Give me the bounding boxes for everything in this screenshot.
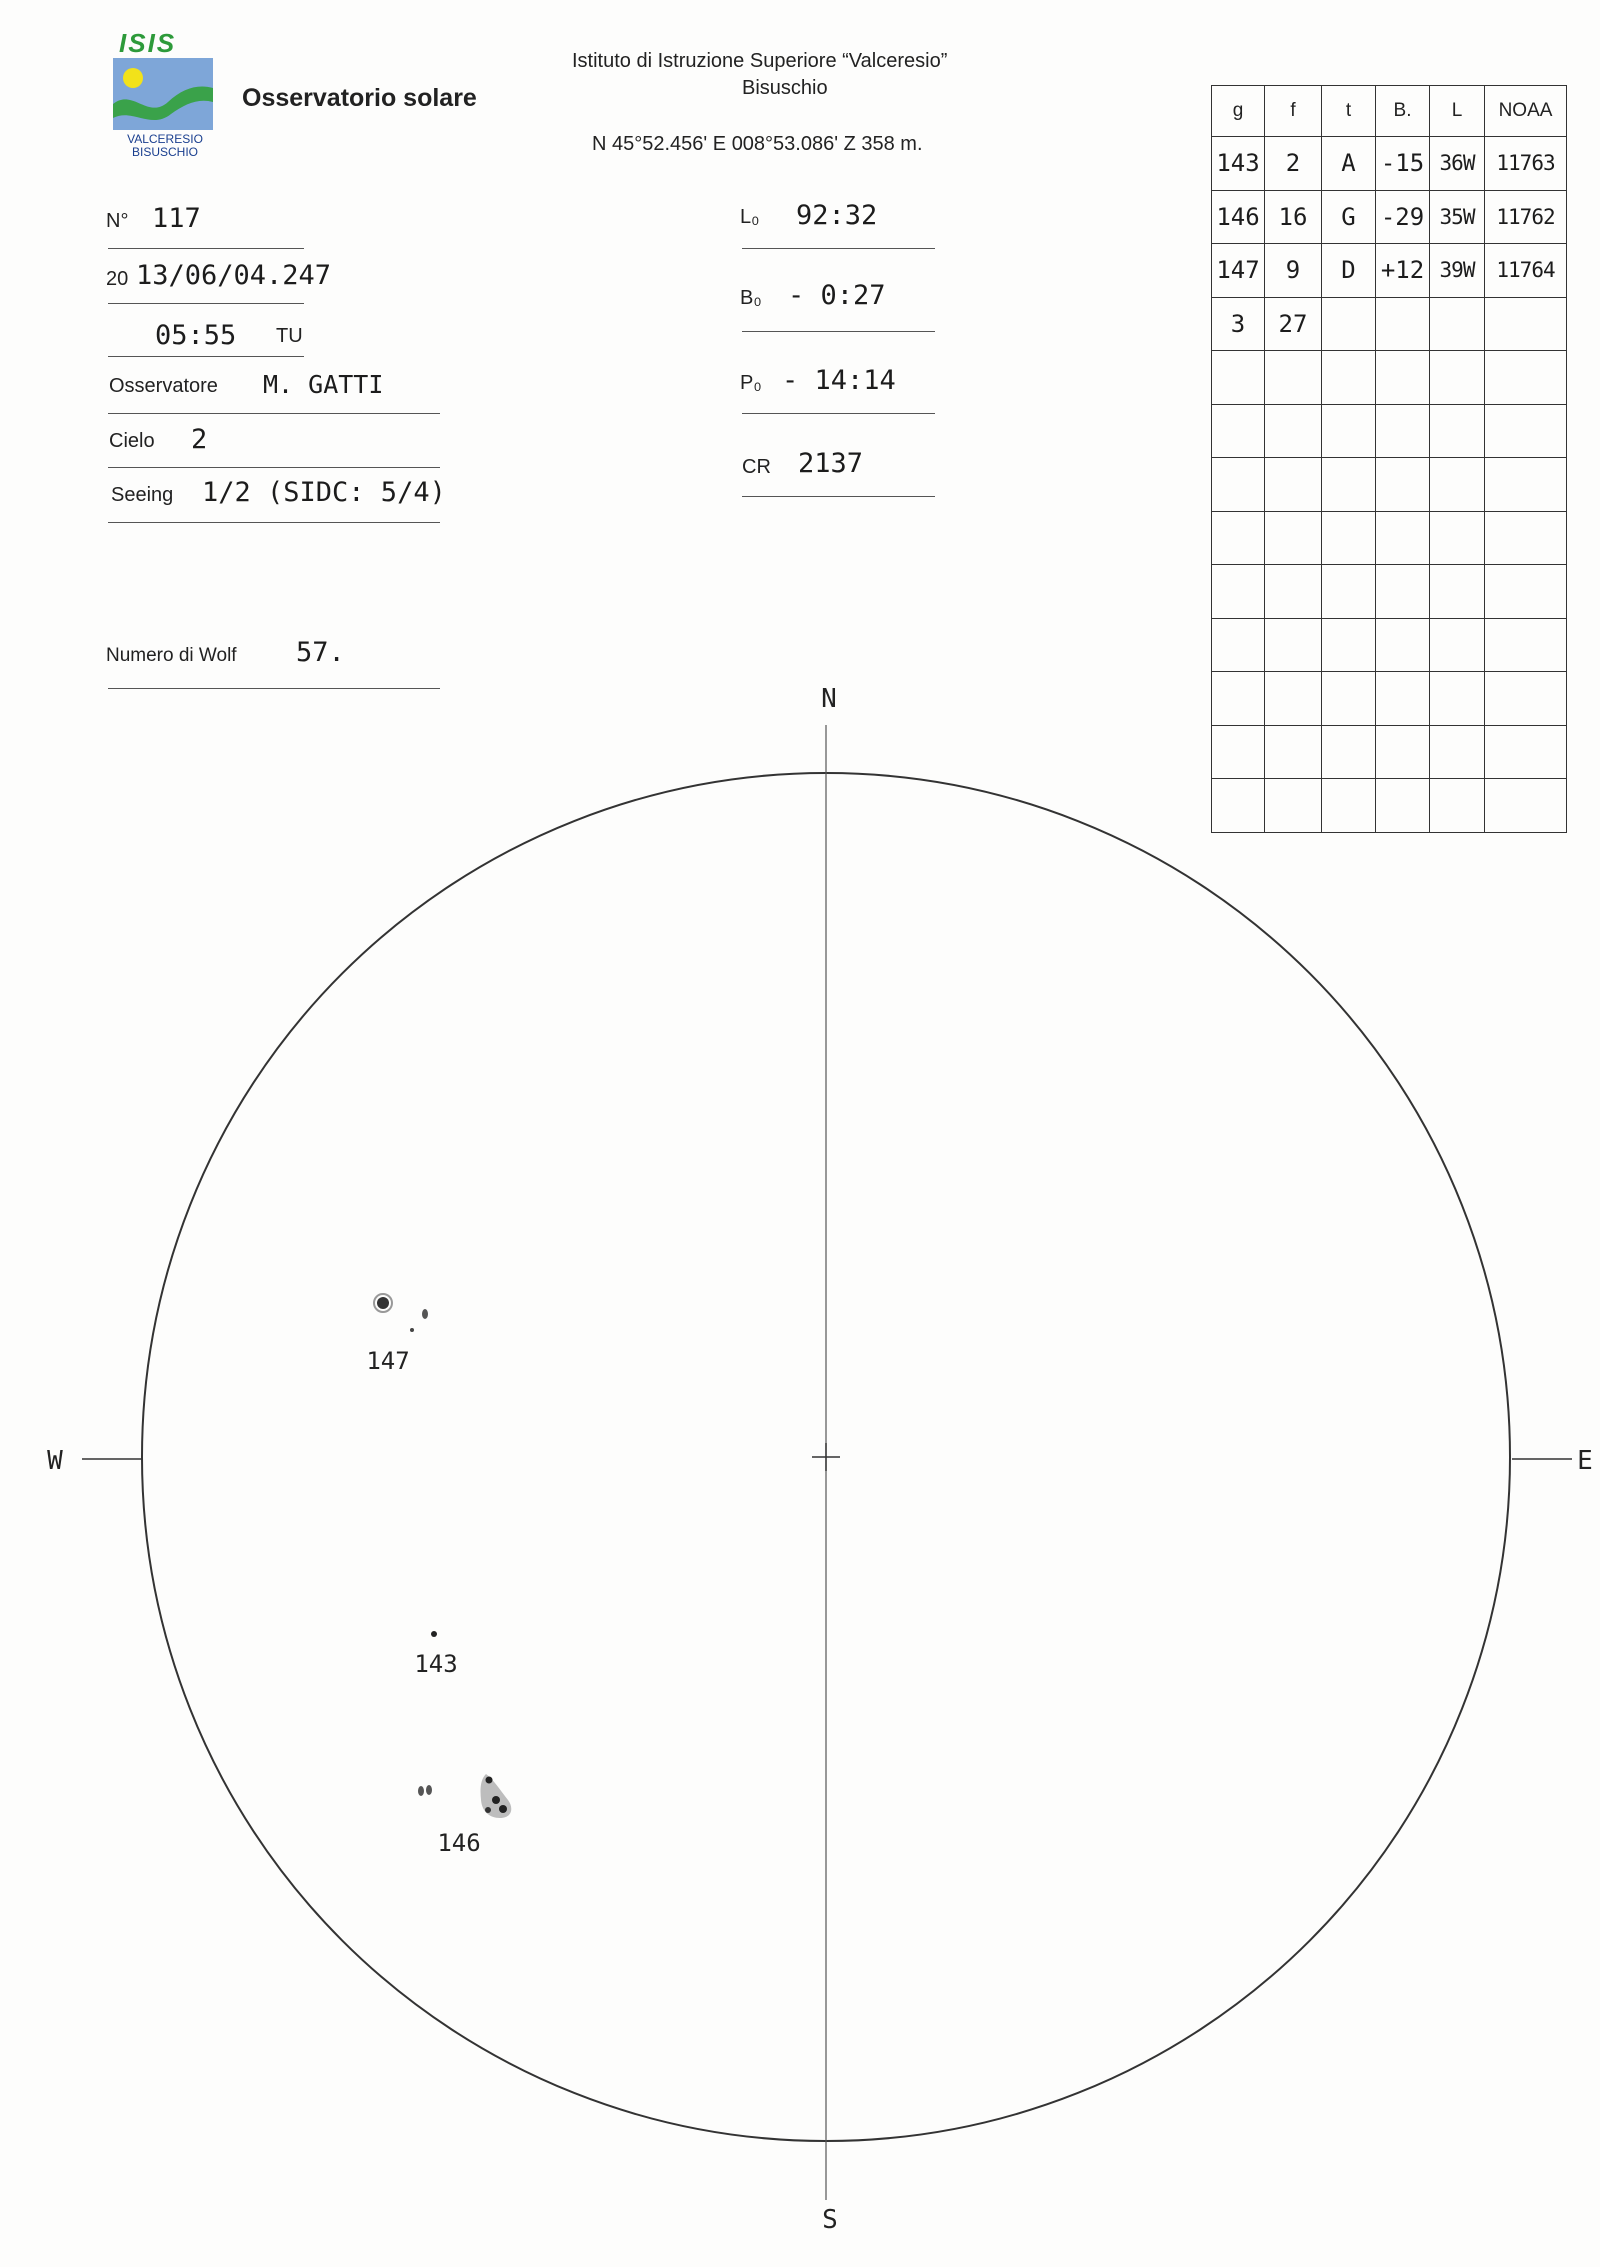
sunspot (426, 1785, 432, 1795)
date-prefix: 20 (106, 268, 129, 290)
sunspot (422, 1309, 428, 1319)
sunspot (377, 1297, 389, 1309)
time-value: 05:55 (155, 320, 237, 351)
institute-town: Bisuschio (742, 77, 828, 99)
table-cell: 3 (1212, 297, 1265, 351)
observatory-coordinates: N 45°52.456' E 008°53.086' Z 358 m. (592, 133, 923, 155)
table-cell: A (1322, 137, 1376, 191)
west-label: W (47, 1446, 63, 1476)
penumbra (481, 1774, 512, 1818)
table-cell: 147 (1212, 244, 1265, 298)
date-value: 13/06/04.247 (136, 260, 332, 291)
table-cell: 146 (1212, 190, 1265, 244)
p0-label: P₀ (740, 372, 762, 394)
time-unit: TU (276, 325, 303, 347)
sunspot (492, 1796, 500, 1804)
cr-label: CR (742, 456, 771, 478)
sunspot (499, 1805, 507, 1813)
logo-caption-line2: BISUSCHIO (131, 145, 198, 159)
table-cell: 36W (1430, 137, 1485, 191)
table-header-cell: t (1322, 86, 1376, 137)
table-cell: 27 (1265, 297, 1322, 351)
page-title: Osservatorio solare (242, 84, 477, 112)
east-label: E (1577, 1446, 1593, 1476)
sunspot-group-143 (414, 1631, 457, 1678)
b0-label: B₀ (740, 287, 762, 309)
seeing-label: Seeing (111, 484, 174, 506)
sunspot (486, 1777, 493, 1784)
table-cell: +12 (1376, 244, 1430, 298)
sunspot-group-147 (366, 1294, 428, 1375)
table-cell: 16 (1265, 190, 1322, 244)
group-label: 146 (437, 1829, 481, 1857)
table-cell: D (1322, 244, 1376, 298)
number-value: 117 (152, 203, 201, 234)
north-label: N (821, 684, 837, 714)
table-cell: 39W (1430, 244, 1485, 298)
table-header-cell: B. (1376, 86, 1430, 137)
sunspot (431, 1631, 437, 1637)
p0-value: - 14:14 (782, 365, 896, 396)
south-label: S (822, 2205, 838, 2235)
wolf-label: Numero di Wolf (106, 645, 237, 666)
group-label: 147 (366, 1347, 410, 1375)
cr-value: 2137 (798, 448, 864, 479)
sky-value: 2 (191, 424, 208, 455)
table-cell: 2 (1265, 137, 1322, 191)
table-cell: -29 (1376, 190, 1430, 244)
sunspot (485, 1807, 491, 1813)
table-cell: 9 (1265, 244, 1322, 298)
observer-value: M. GATTI (263, 370, 384, 399)
logo-caption-line1: VALCERESIO (127, 132, 203, 146)
table-cell: 35W (1430, 190, 1485, 244)
table-cell: 143 (1212, 137, 1265, 191)
institute-name: Istituto di Istruzione Superiore “Valceresio” (572, 50, 948, 72)
table-header-cell: NOAA (1485, 86, 1567, 137)
seeing-value: 1/2 (SIDC: 5/4) (202, 477, 446, 508)
table-header-cell: L (1430, 86, 1485, 137)
table-cell: 11763 (1485, 137, 1567, 191)
b0-value: - 0:27 (788, 280, 886, 311)
sunspot (418, 1786, 424, 1796)
sunspot-group-146 (418, 1774, 511, 1857)
wolf-value: 57. (296, 637, 345, 668)
table-cell: -15 (1376, 137, 1430, 191)
logo-brand: ISIS (119, 28, 177, 58)
group-label: 143 (414, 1650, 458, 1678)
l0-value: 92:32 (796, 200, 878, 231)
table-header-cell: g (1212, 86, 1265, 137)
table-header-cell: f (1265, 86, 1322, 137)
table-cell: 11764 (1485, 244, 1567, 298)
l0-label: L₀ (740, 206, 760, 228)
sky-label: Cielo (109, 430, 155, 452)
number-label: N° (106, 210, 129, 232)
observer-label: Osservatore (109, 375, 218, 397)
table-cell: G (1322, 190, 1376, 244)
sunspot (410, 1328, 414, 1332)
table-cell: 11762 (1485, 190, 1567, 244)
